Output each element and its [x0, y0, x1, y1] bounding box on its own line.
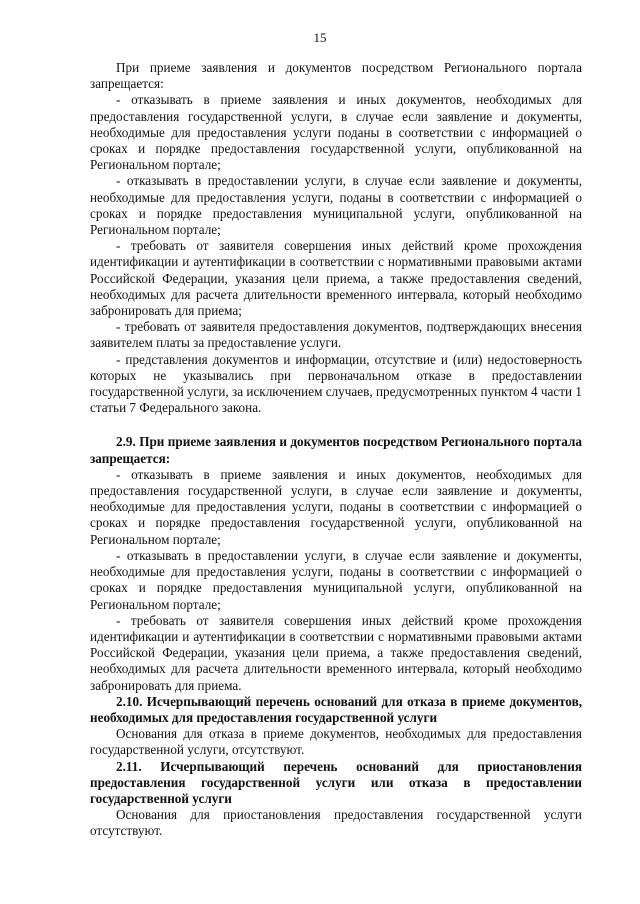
page-number: 15	[313, 30, 327, 45]
section-2-9-heading: 2.9. При приеме заявления и документов посредством Регионального портала запрещается:	[90, 434, 582, 466]
section-2-11-heading: 2.11. Исчерпывающий перечень оснований для приостановления предоставления государственной услуги или отказа в предоставлении государственной услуги	[90, 758, 582, 806]
list-item: - представления документов и информации, отсутствие и (или) недостоверность которых не указывались при первоначальном отказе в предоставлении государственной услуги, за исключением случаев, предусмотренных пунктом 4 части 1 статьи 7 Федерального закона.	[90, 351, 582, 416]
list-item: - отказывать в приеме заявления и иных документов, необходимых для предоставления государственной услуги, в случае если заявление и документы, необходимые для предоставления услуги, поданы в соответствии с информацией о сроках и порядке предоставления государственной услуги, опубликованной на Региональном портале;	[90, 466, 582, 547]
list-item: - требовать от заявителя совершения иных действий кроме прохождения идентификации и аутентификации в соответствии с нормативными правовыми актами Российской Федерации, указания цели приема, а также предоставления сведений, необходимых для расчета длительности временного интервала, который необходимо забронировать для приема.	[90, 612, 582, 693]
list-item: - требовать от заявителя совершения иных действий кроме прохождения идентификации и аутентификации в соответствии с нормативными правовыми актами Российской Федерации, указания цели приема, а также предоставления сведений, необходимых для расчета длительности временного интервала, который необходимо забронировать для приема;	[90, 238, 582, 319]
section-2-11-text: Основания для приостановления предоставления государственной услуги отсутствуют.	[90, 807, 582, 839]
list-item: - требовать от заявителя предоставления документов, подтверждающих внесения заявителем платы за предоставление услуги.	[90, 319, 582, 351]
section-2-10-text: Основания для отказа в приеме документов, необходимых для предоставления государственной услуги, отсутствуют.	[90, 726, 582, 758]
page-content	[90, 60, 582, 840]
list-item: - отказывать в предоставлении услуги, в случае если заявление и документы, необходимые для предоставления услуги, поданы в соответствии с информацией о сроках и порядке предоставления муниципальной услуги, опубликованной на Региональном портале;	[90, 547, 582, 612]
block1-intro: При приеме заявления и документов посредством Регионального портала запрещается:	[90, 60, 582, 92]
list-item: - отказывать в предоставлении услуги, в случае если заявление и документы, необходимые для предоставления услуги, поданы в соответствии с информацией о сроках и порядке предоставления муниципальной услуги, опубликованной на Региональном портале;	[90, 173, 582, 238]
paragraph-gap	[90, 416, 582, 434]
section-2-10-heading: 2.10. Исчерпывающий перечень оснований для отказа в приеме документов, необходимых для предоставления государственной услуги	[90, 693, 582, 725]
list-item: - отказывать в приеме заявления и иных документов, необходимых для предоставления государственной услуги, в случае если заявление и документы, необходимые для предоставления услуги поданы в соответствии с информацией о сроках и порядке предоставления государственной услуги, опубликованной на Региональном портале;	[90, 92, 582, 173]
